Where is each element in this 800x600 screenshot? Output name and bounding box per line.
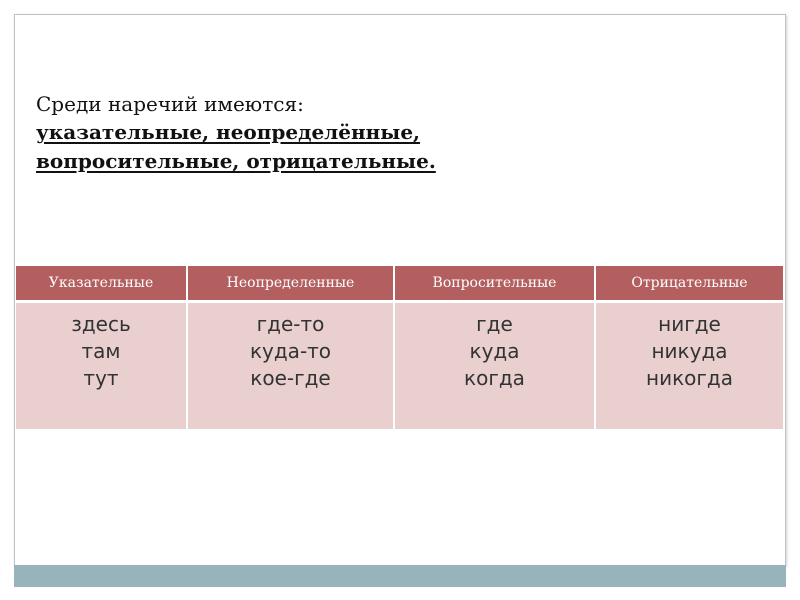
table-cell-word: здесь — [71, 312, 131, 336]
table-cell-word: там — [81, 339, 121, 363]
table-cell-word: нигде — [658, 312, 721, 336]
table-cell-interrogative — [394, 302, 595, 430]
table-cell-indefinite — [187, 302, 394, 430]
header-cell-interrogative: Вопросительные — [394, 266, 595, 302]
table-cell-word: никуда — [651, 339, 728, 363]
adverbs-table — [16, 266, 783, 429]
table-cell-word: где-то — [256, 312, 325, 336]
header-cell-indefinite: Неопределенные — [187, 266, 394, 302]
heading-list-line-1: указательные, неопределённые, — [36, 120, 421, 144]
table-cell-word: тут — [83, 366, 119, 390]
heading-block — [36, 90, 736, 176]
table-cell-word: никогда — [646, 366, 733, 390]
header-cell-negative: Отрицательные — [595, 266, 783, 302]
footer-bar — [14, 565, 786, 587]
heading-intro: Среди наречий имеются: — [36, 92, 304, 116]
table-cell-word: кое-где — [250, 366, 331, 390]
table-cell-word: когда — [464, 366, 525, 390]
table-cell-demonstrative — [16, 302, 187, 430]
heading-list-line-2: вопросительные, отрицательные. — [36, 149, 436, 173]
table-cell-negative — [595, 302, 783, 430]
table-header-row — [16, 266, 783, 302]
table-cell-word: куда-то — [249, 339, 332, 363]
table-row — [16, 302, 783, 430]
header-cell-demonstrative: Указательные — [16, 266, 187, 302]
table-cell-word: где — [476, 312, 513, 336]
table-cell-word: куда — [469, 339, 520, 363]
